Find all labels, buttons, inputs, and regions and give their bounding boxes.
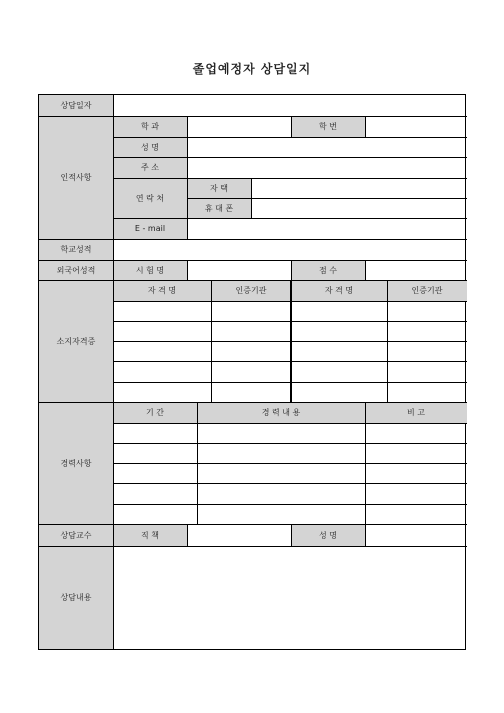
divider bbox=[365, 402, 366, 524]
cert-name-header-2: 자 격 명 bbox=[291, 280, 387, 301]
personal-info-label: 인적사항 bbox=[39, 116, 113, 239]
exam-name-field[interactable] bbox=[187, 260, 291, 280]
address-field[interactable] bbox=[187, 157, 467, 178]
counsel-date-label: 상담일자 bbox=[39, 95, 113, 116]
divider bbox=[39, 280, 467, 281]
cert-org-header-2: 인증기관 bbox=[387, 280, 467, 301]
cert-org-header-1: 인증기관 bbox=[211, 280, 291, 301]
mobile-field[interactable] bbox=[251, 198, 467, 218]
divider bbox=[113, 218, 467, 219]
cert-name-header-1: 자 격 명 bbox=[113, 280, 211, 301]
divider bbox=[113, 504, 467, 505]
name-label: 성 명 bbox=[113, 137, 187, 157]
divider bbox=[39, 239, 467, 240]
student-no-field[interactable] bbox=[365, 116, 467, 137]
content-field[interactable] bbox=[113, 546, 467, 649]
position-label: 직 책 bbox=[113, 524, 187, 546]
divider bbox=[113, 463, 467, 464]
divider bbox=[290, 280, 292, 402]
name-field[interactable] bbox=[187, 137, 467, 157]
mobile-label: 휴 대 폰 bbox=[187, 198, 251, 218]
grades-label: 학교성적 bbox=[39, 239, 113, 260]
note-header: 비 고 bbox=[365, 402, 467, 423]
content-label: 상담내용 bbox=[39, 546, 113, 649]
career-content-header: 경 력 내 용 bbox=[197, 402, 365, 423]
divider bbox=[113, 443, 467, 444]
dept-label: 학 과 bbox=[113, 116, 187, 137]
divider bbox=[187, 116, 188, 239]
contact-label: 연 락 처 bbox=[113, 178, 187, 218]
home-phone-field[interactable] bbox=[251, 178, 467, 198]
score-label: 점 수 bbox=[291, 260, 365, 280]
professor-label: 상담교수 bbox=[39, 524, 113, 546]
divider bbox=[365, 260, 366, 280]
divider bbox=[291, 116, 292, 137]
divider bbox=[365, 116, 366, 137]
exam-name-label: 시 험 명 bbox=[113, 260, 187, 280]
counsel-form bbox=[38, 94, 466, 650]
divider bbox=[365, 524, 366, 546]
career-label: 경력사항 bbox=[39, 402, 113, 524]
divider bbox=[39, 116, 467, 117]
counsel-date-field[interactable] bbox=[113, 95, 467, 116]
divider bbox=[39, 260, 467, 261]
divider bbox=[113, 178, 467, 179]
divider bbox=[113, 423, 467, 424]
divider bbox=[291, 524, 292, 546]
certificate-label: 소지자격증 bbox=[39, 280, 113, 402]
divider bbox=[39, 546, 467, 547]
divider bbox=[197, 402, 198, 524]
divider bbox=[113, 157, 467, 158]
divider bbox=[39, 402, 467, 403]
divider bbox=[251, 178, 252, 218]
student-no-label: 학 번 bbox=[291, 116, 365, 137]
divider bbox=[113, 137, 467, 138]
grades-field[interactable] bbox=[113, 239, 467, 260]
prof-name-label: 성 명 bbox=[291, 524, 365, 546]
score-field[interactable] bbox=[365, 260, 467, 280]
divider bbox=[187, 524, 188, 546]
divider bbox=[39, 524, 467, 525]
divider bbox=[211, 280, 212, 402]
email-label: E - mail bbox=[113, 218, 187, 239]
divider bbox=[387, 280, 388, 402]
divider bbox=[113, 483, 467, 484]
email-field[interactable] bbox=[187, 218, 467, 239]
period-header: 기 간 bbox=[113, 402, 197, 423]
prof-name-field[interactable] bbox=[365, 524, 467, 546]
divider bbox=[187, 260, 188, 280]
address-label: 주 소 bbox=[113, 157, 187, 178]
home-label: 자 택 bbox=[187, 178, 251, 198]
foreign-lang-label: 외국어성적 bbox=[39, 260, 113, 280]
page-title: 졸업예정자 상담일지 bbox=[192, 62, 312, 76]
divider bbox=[187, 198, 467, 199]
dept-field[interactable] bbox=[187, 116, 291, 137]
position-field[interactable] bbox=[187, 524, 291, 546]
divider bbox=[291, 260, 292, 280]
